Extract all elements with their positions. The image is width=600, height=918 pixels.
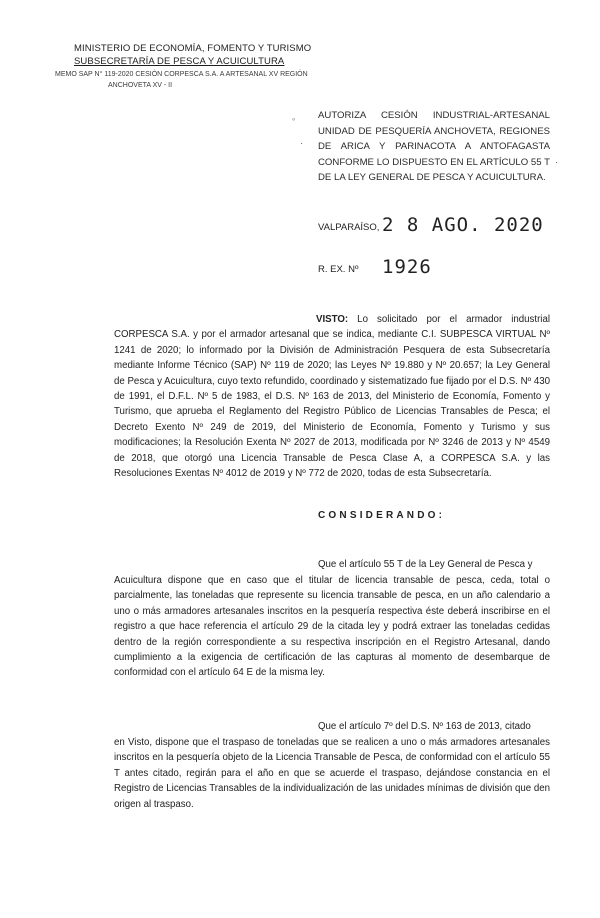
place-label: VALPARAÍSO, <box>318 222 380 233</box>
scribble-mark-icon: · <box>555 157 558 167</box>
visto-paragraph <box>114 312 550 481</box>
scribble-mark-icon: ◦ <box>292 114 296 124</box>
considerando-heading: CONSIDERANDO: <box>318 510 446 521</box>
paragraph-2-first-line: Que el artículo 7º del D.S. Nº 163 de 2013, citado <box>318 721 531 732</box>
species-reference: ANCHOVETA XV - II <box>108 82 173 89</box>
paragraph-1-first-line: Que el artículo 55 T de la Ley General de Pesca y <box>318 559 533 570</box>
visto-label: VISTO: <box>316 314 349 325</box>
paragraph-1-body: Acuicultura dispone que en caso que el titular de licencia transable de pesca, ceda, total o parcialmente, las toneladas que represente su licencia transable de pesca, en un año calendario a uno o más armadores artesanales inscritos en la pesquería respectiva éste deberá inscribirse en el registro a que hace referencia el artículo 29 de la citada ley y podrá extraer las toneladas cedidas dentro de la región correspondiente a su respectiva inscripción en el Registro Artesanal, dando cumplimiento a la exigencia de certificación de las capturas al momento de desembarque de conformidad con el artículo 64 E de la misma ley. <box>114 575 550 679</box>
resolution-subject: AUTORIZA CESIÓN INDUSTRIAL-ARTESANAL UNIDAD DE PESQUERÍA ANCHOVETA, REGIONES DE ARICA Y PARINACOTA A ANTOFAGASTA CONFORME LO DISPUESTO EN EL ARTÍCULO 55 T DE LA LEY GENERAL DE PESCA Y ACUICULTURA. <box>318 110 550 183</box>
memo-reference: MEMO SAP N° 119-2020 CESIÓN CORPESCA S.A. A ARTESANAL XV REGIÓN <box>55 71 308 78</box>
scribble-mark-icon: · <box>300 138 303 148</box>
rex-label: R. EX. Nº <box>318 264 359 275</box>
rex-number: 1926 <box>382 256 432 278</box>
visto-text: Lo solicitado por el armador industrial CORPESCA S.A. y por el armador artesanal que se indica, mediante C.I. SUBPESCA VIRTUAL Nº 1241 de 2020; lo informado por la División de Administración Pesquera de esta Subsecretaría mediante Informe Técnico (SAP) Nº 119 de 2020; las Leyes Nº 19.880 y Nº 20.657; la Ley General de Pesca y Acuicultura, cuyo texto refundido, coordinado y sistematizado fue fijado por el D.S. Nº 430 de 1991, el D.F.L. Nº 5 de 1983, el D.S. Nº 163 de 2013, del Ministerio de Economía, Fomento y Turismo, que aprueba el Reglamento del Registro Público de Licencias Transables de Pesca; el Decreto Exento Nº 249 de 2019, del Ministerio de Economía, Fomento y Turismo y sus modificaciones; la Resolución Exenta Nº 2027 de 2013, modificada por Nº 3246 de 2013 y Nº 4549 de 2018, que otorgó una Licencia Transable de Pesca Clase A, a CORPESCA S.A. y las Resoluciones Exentas Nº 4012 de 2019 y Nº 772 de 2020, todas de esta Subsecretaría. <box>114 314 550 480</box>
subsecretaria-name: SUBSECRETARÍA DE PESCA Y ACUICULTURA <box>74 56 285 67</box>
paragraph-2-body: en Visto, dispone que el traspaso de toneladas que se realicen a uno o más armadores artesanales inscritos en la pesquería objeto de la Licencia Transable de Pesca, de conformidad con el artículo 55 T antes citado, regirán para el año en que se acuerde el traspaso, dejándose constancia en el Registro de Licencias Transables de la individualización de las unidades mínimas de división que den origen al traspaso. <box>114 737 550 810</box>
ministry-name: MINISTERIO DE ECONOMÍA, FOMENTO Y TURISMO <box>74 43 312 54</box>
resolution-date: 2 8 AGO. 2020 <box>382 214 544 236</box>
